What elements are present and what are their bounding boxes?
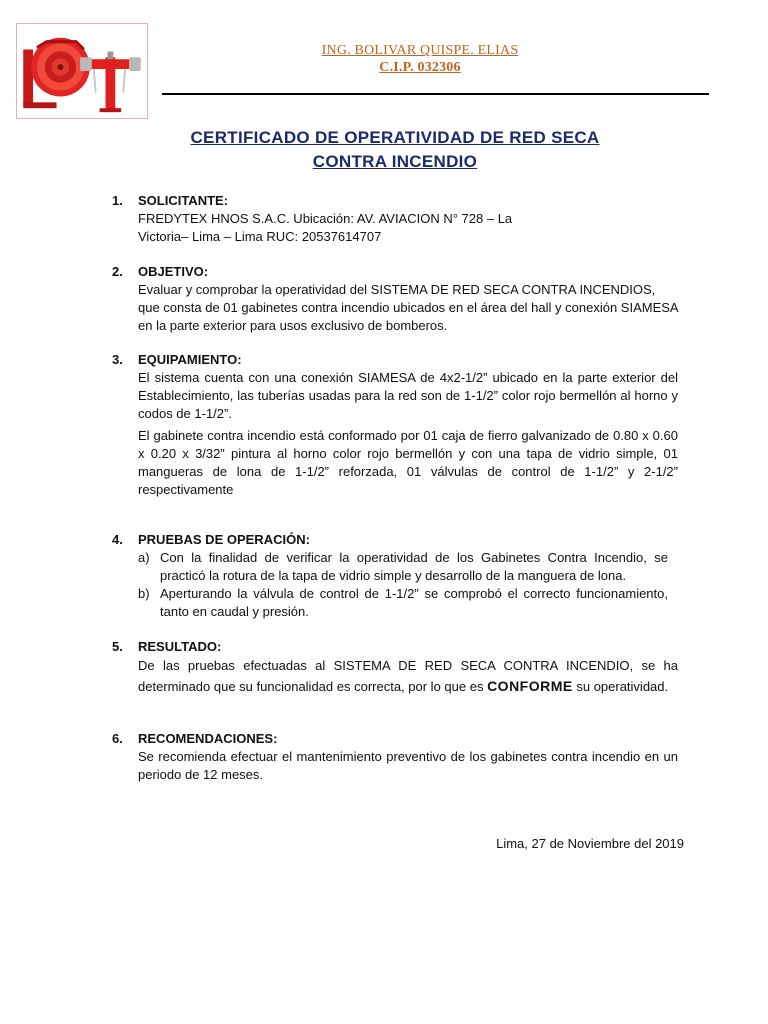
test-item-text: Con la finalidad de verificar la operatividad de los Gabinetes Contra Incendio, se practicó la rotura de la tapa de vidrio simple y desarrollo de la manguera de lona. (160, 550, 668, 583)
engineer-name: ING. BOLIVAR QUISPE. ELIAS (321, 43, 519, 58)
fire-hose-reel-icon (17, 24, 147, 118)
result-text-pre: De las pruebas efectuadas al SISTEMA DE RED SECA CONTRA INCENDIO, se ha determinado que su funcionalidad es correcta, por lo que es (138, 658, 678, 694)
section-objetivo (112, 263, 678, 335)
document-title-line-1: CERTIFICADO DE OPERATIVIDAD DE RED SECA (190, 128, 600, 147)
section-pruebas (112, 531, 678, 621)
recommendation-text: Se recomienda efectuar el mantenimiento preventivo de los gabinetes contra incendio en un periodo de 12 meses. (138, 749, 678, 782)
document-date: Lima, 27 de Noviembre del 2019 (496, 836, 684, 851)
result-text-post: su operatividad. (572, 679, 669, 694)
section-heading: PRUEBAS DE OPERACIÓN: (138, 532, 310, 547)
test-item (138, 585, 668, 621)
section-heading: RESULTADO: (138, 639, 222, 654)
equipment-paragraph-2: El gabinete contra incendio está conformado por 01 caja de fierro galvanizado de 0.80 x 0.60 x 0.20 x 3/32” pintura al horno color rojo bermellón y con una tapa de vidrio simple, 01 mangueras de lona de 1-1/2” reforzada, 01 válvulas de control de 1-1/2” y 2-1/2” respectivamente (138, 428, 678, 497)
section-equipamiento (112, 351, 678, 499)
section-heading: EQUIPAMIENTO: (138, 352, 242, 367)
section-number: 1. (112, 193, 123, 208)
conforme-label: CONFORME (487, 678, 573, 694)
objective-text: Evaluar y comprobar la operatividad del SISTEMA DE RED SECA CONTRA INCENDIOS, que consta de 01 gabinetes contra incendio ubicados en el área del hall y conexión SIAMESA en la parte exterior para usos exclusivo de bomberos. (138, 282, 678, 333)
applicant-line-1: FREDYTEX HNOS S.A.C. Ubicación: AV. AVIACION N° 728 – La (138, 211, 513, 226)
document-title-line-2: CONTRA INCENDIO (312, 152, 478, 171)
header-divider (162, 93, 709, 95)
section-number: 6. (112, 731, 123, 746)
section-heading: RECOMENDACIONES: (138, 731, 278, 746)
section-number: 4. (112, 532, 123, 547)
test-item-text: Aperturando la válvula de control de 1-1/2” se comprobó el correcto funcionamiento, tanto en caudal y presión. (160, 586, 668, 619)
applicant-line-2: Victoria– Lima – Lima RUC: 20537614707 (138, 229, 382, 244)
section-number: 2. (112, 264, 123, 279)
logo (16, 23, 148, 119)
engineer-cip: C.I.P. 032306 (379, 60, 461, 75)
test-item (138, 549, 668, 585)
section-heading: SOLICITANTE: (138, 193, 229, 208)
equipment-paragraph-1: El sistema cuenta con una conexión SIAMESA de 4x2-1/2” ubicado en la parte exterior del Establecimiento, las tuberías usadas para la red son de 1-1/2” color rojo bermellón al horno y codos de 1-1/2”. (138, 370, 678, 421)
test-item-letter: a) (138, 550, 150, 565)
section-resultado (112, 638, 678, 697)
section-recomendaciones (112, 730, 678, 784)
section-number: 5. (112, 639, 123, 654)
section-solicitante (112, 192, 678, 246)
test-item-letter: b) (138, 586, 150, 601)
result-text (138, 656, 678, 697)
section-number: 3. (112, 352, 123, 367)
section-heading: OBJETIVO: (138, 264, 209, 279)
